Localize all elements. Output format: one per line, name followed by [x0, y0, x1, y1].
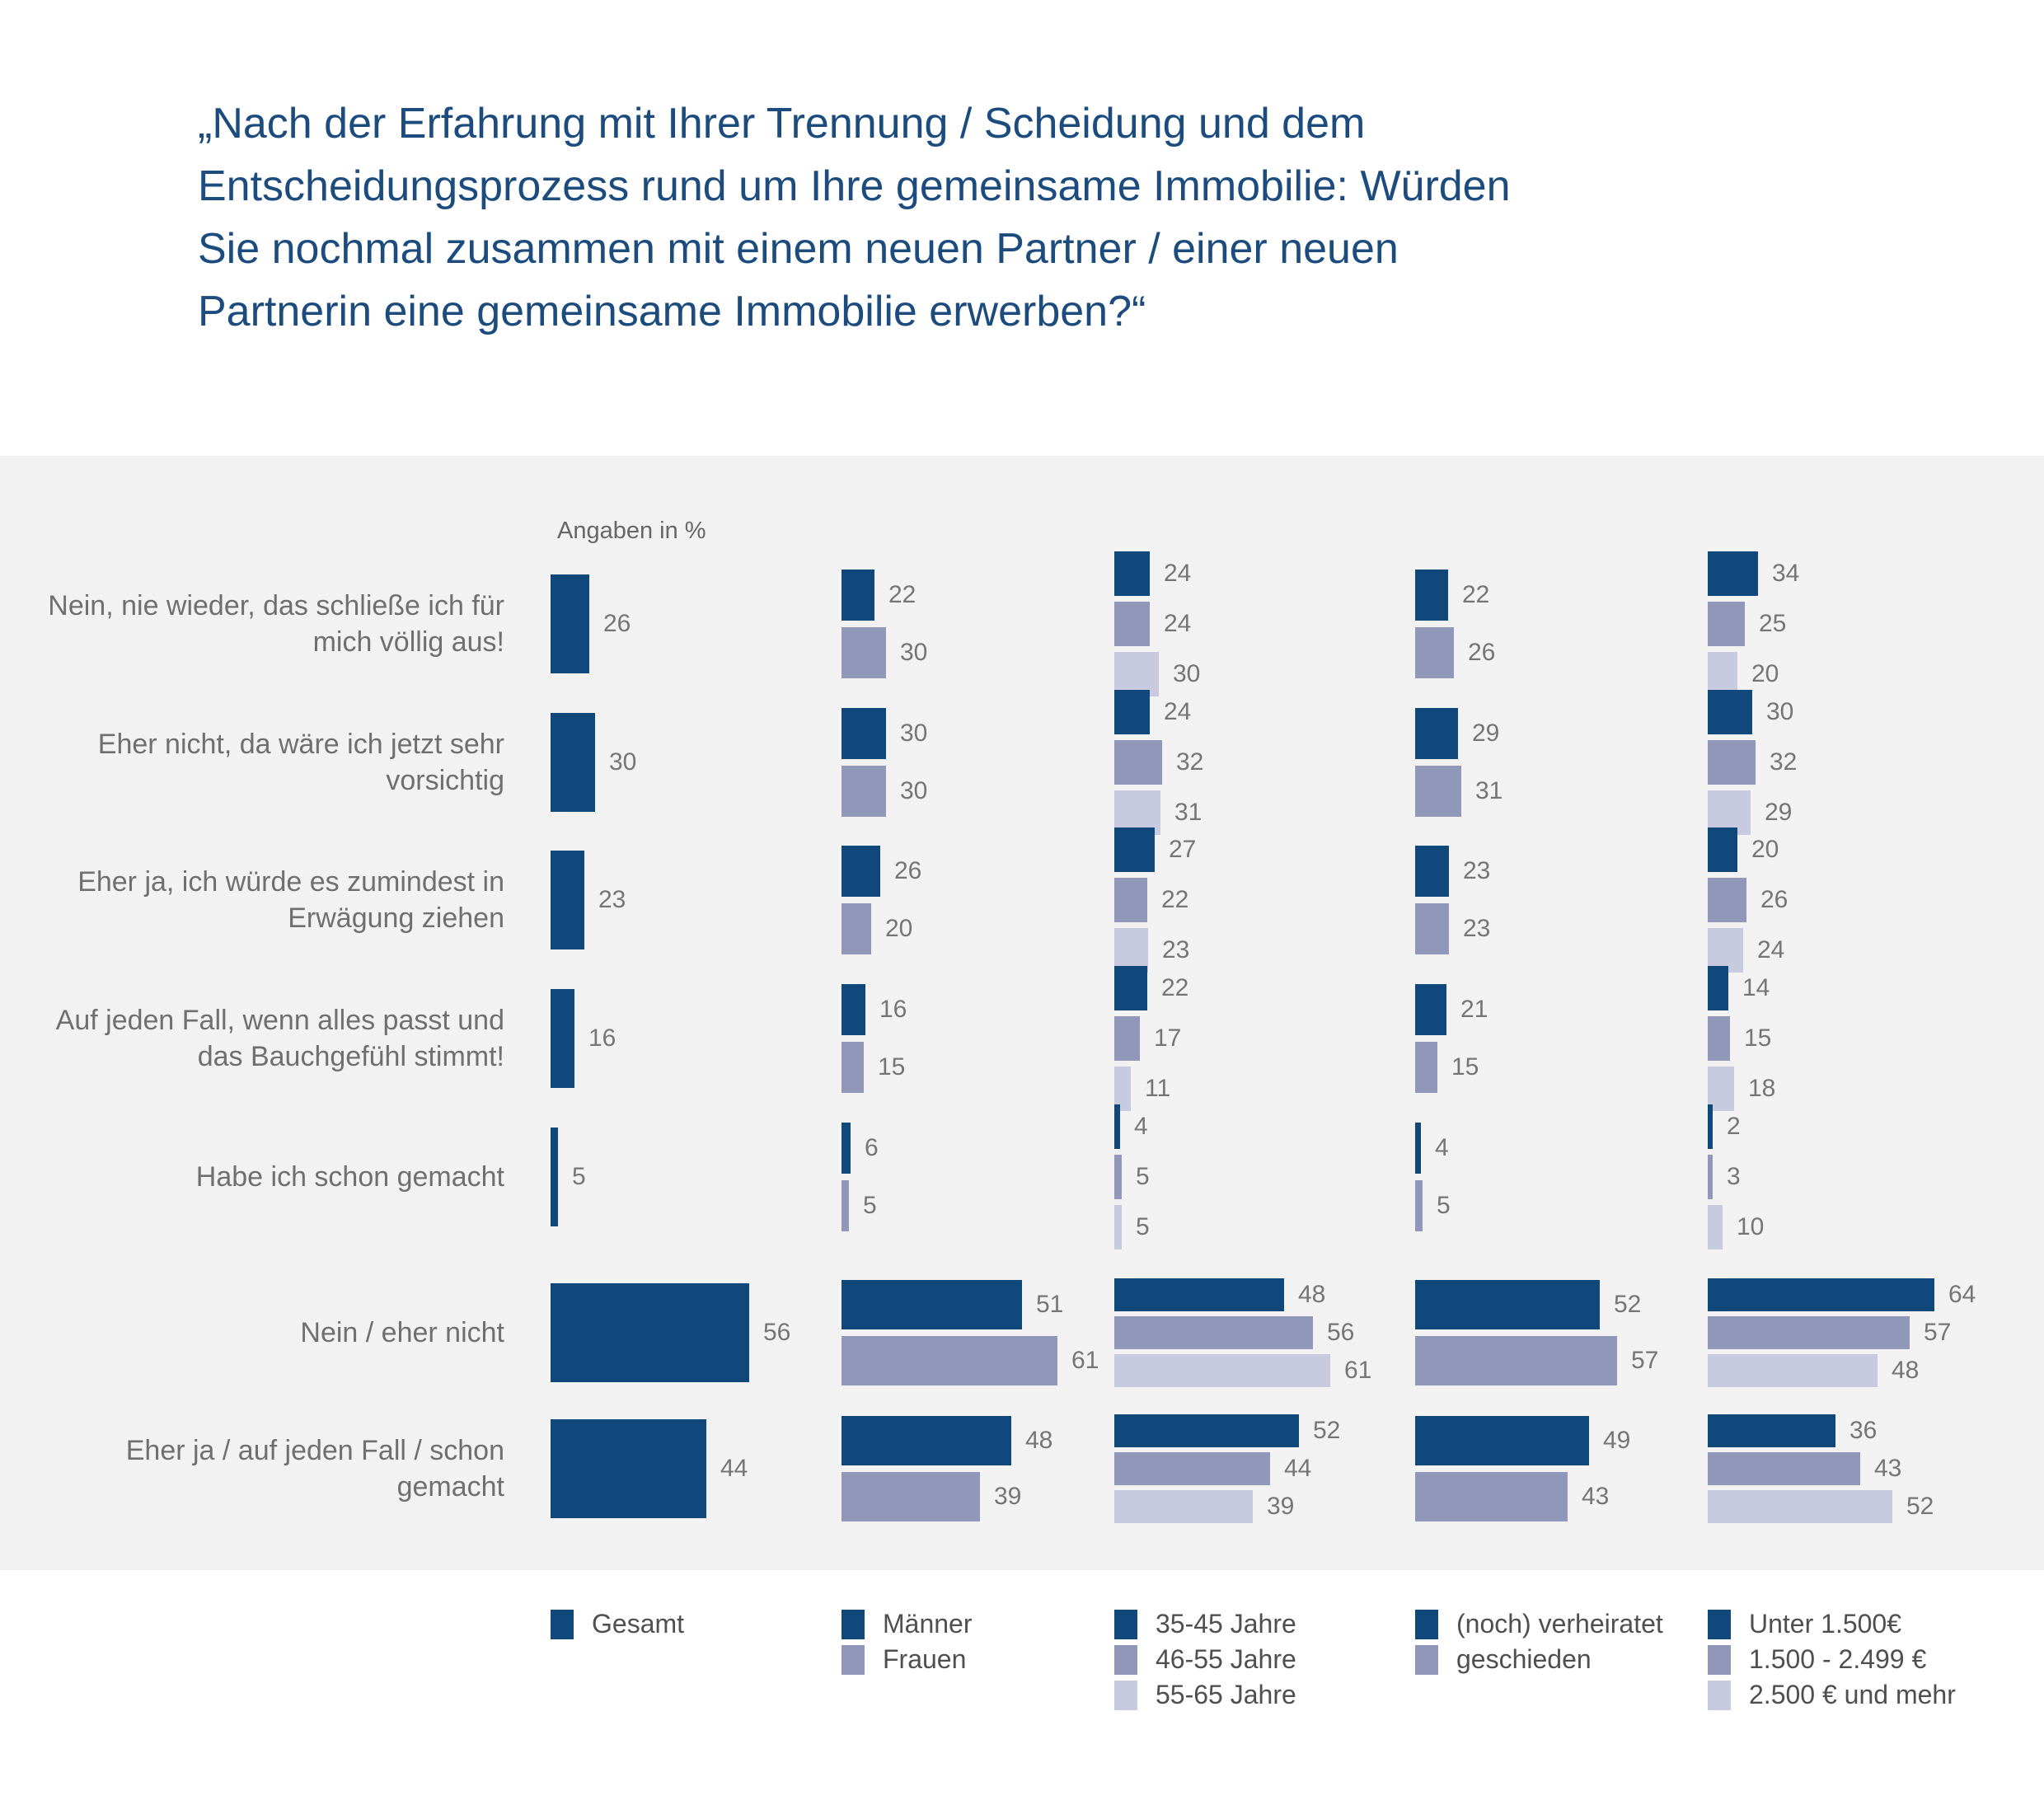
- legend-item-einkommen-2: [1708, 1644, 1926, 1675]
- legend-item-geschlecht-1: [842, 1609, 973, 1639]
- chart-title: „Nach der Erfahrung mit Ihrer Trennung / Scheidung und dem Entscheidungsprozess rund um Ihre gemeinsame Immobilie: Würden Sie nochmal zusammen mit einem neuen Partner / einer neuen Partnerin eine gemeinsame Immobilie erwerben?“: [198, 100, 1511, 335]
- value-label: 39: [1267, 1493, 1295, 1520]
- value-label: 64: [1948, 1281, 1976, 1308]
- value-label: 21: [1460, 996, 1488, 1023]
- category-label: Nein, nie wieder, das schließe ich für mich völlig aus!: [48, 590, 504, 658]
- value-label: 26: [603, 610, 631, 637]
- bar-answer-row1-group5-series2: [1708, 602, 1745, 646]
- value-label: 43: [1582, 1483, 1610, 1510]
- value-label: 29: [1472, 720, 1500, 747]
- value-label: 5: [1136, 1163, 1150, 1190]
- bar-answer-row4-group4-series2: [1415, 1042, 1437, 1093]
- bar-summary-row1-group1-series1: [551, 1283, 749, 1382]
- category-label: Nein / eher nicht: [300, 1317, 504, 1348]
- value-label: 6: [865, 1134, 879, 1161]
- bar-answer-row4-group3-series1: [1114, 966, 1147, 1010]
- legend-label: geschieden: [1456, 1644, 1592, 1674]
- value-label: 22: [888, 581, 917, 608]
- legend-color-swatch: [551, 1610, 574, 1639]
- value-label: 24: [1164, 698, 1192, 725]
- bar-summary-row1-group4-series1: [1415, 1280, 1600, 1329]
- bar-answer-row3-group4-series2: [1415, 903, 1449, 954]
- bar-answer-row5-group2-series2: [842, 1180, 849, 1231]
- bar-answer-row5-group3-series3: [1114, 1205, 1122, 1249]
- category-label: Habe ich schon gemacht: [195, 1161, 504, 1193]
- value-label: 30: [900, 639, 928, 666]
- bar-summary-row1-group5-series2: [1708, 1316, 1910, 1349]
- value-label: 49: [1603, 1427, 1631, 1454]
- bar-summary-row1-group5-series3: [1708, 1354, 1878, 1387]
- legend-item-familienstand-1: [1415, 1609, 1663, 1639]
- value-label: 23: [598, 886, 626, 913]
- value-label: 31: [1475, 777, 1503, 804]
- value-label: 36: [1849, 1417, 1878, 1444]
- bar-answer-row2-group4-series2: [1415, 766, 1461, 817]
- legend-item-alter-2: [1114, 1644, 1296, 1675]
- value-label: 4: [1134, 1113, 1148, 1140]
- value-label: 26: [1468, 639, 1496, 666]
- bar-answer-row5-group1-series1: [551, 1128, 558, 1226]
- value-label: 57: [1631, 1347, 1659, 1374]
- legend-color-swatch: [842, 1645, 865, 1675]
- value-label: 11: [1145, 1075, 1171, 1102]
- legend-item-alter-3: [1114, 1680, 1296, 1710]
- value-label: 32: [1770, 748, 1798, 776]
- value-label: 61: [1071, 1347, 1099, 1374]
- bar-answer-row4-group1-series1: [551, 989, 574, 1088]
- category-label: Auf jeden Fall, wenn alles passt und das Bauchgefühl stimmt!: [55, 1005, 504, 1072]
- bar-summary-row1-group3-series3: [1114, 1354, 1330, 1387]
- legend-label: Unter 1.500€: [1749, 1609, 1902, 1639]
- bar-summary-row1-group3-series2: [1114, 1316, 1313, 1349]
- bar-answer-row5-group5-series3: [1708, 1205, 1723, 1249]
- value-label: 23: [1463, 857, 1491, 884]
- value-label: 31: [1174, 799, 1202, 826]
- value-label: 29: [1765, 799, 1793, 826]
- value-label: 57: [1924, 1319, 1952, 1346]
- bar-answer-row2-group1-series1: [551, 713, 595, 812]
- bar-answer-row5-group4-series1: [1415, 1123, 1421, 1174]
- value-label: 30: [900, 777, 928, 804]
- value-label: 5: [863, 1192, 877, 1219]
- value-label: 4: [1435, 1134, 1449, 1161]
- value-label: 20: [885, 915, 913, 942]
- bar-answer-row1-group2-series1: [842, 570, 874, 621]
- value-label: 44: [720, 1455, 748, 1482]
- bar-answer-row1-group4-series2: [1415, 627, 1454, 678]
- value-label: 56: [763, 1319, 791, 1346]
- bar-answer-row1-group3-series1: [1114, 551, 1150, 596]
- legend-item-einkommen-1: [1708, 1609, 1901, 1639]
- bar-answer-row5-group2-series1: [842, 1123, 851, 1174]
- bar-summary-row2-group5-series3: [1708, 1490, 1892, 1523]
- bar-answer-row4-group5-series2: [1708, 1016, 1730, 1061]
- value-label: 22: [1462, 581, 1490, 608]
- legend-color-swatch: [1708, 1681, 1731, 1710]
- bar-answer-row2-group2-series2: [842, 766, 886, 817]
- units-note: Angaben in %: [557, 518, 706, 544]
- bar-answer-row3-group4-series1: [1415, 846, 1449, 897]
- legend-item-einkommen-3: [1708, 1680, 1956, 1710]
- value-label: 22: [1161, 886, 1189, 913]
- bar-summary-row2-group4-series1: [1415, 1416, 1589, 1465]
- bar-summary-row1-group3-series1: [1114, 1278, 1284, 1311]
- bar-summary-row1-group4-series2: [1415, 1336, 1617, 1385]
- bar-answer-row4-group4-series1: [1415, 984, 1446, 1035]
- bar-answer-row2-group4-series1: [1415, 708, 1458, 759]
- value-label: 3: [1727, 1163, 1741, 1190]
- bar-answer-row3-group2-series1: [842, 846, 880, 897]
- value-label: 16: [588, 1024, 616, 1052]
- legend-item-geschlecht-2: [842, 1644, 966, 1675]
- bar-summary-row2-group1-series1: [551, 1419, 706, 1518]
- legend-color-swatch: [1708, 1610, 1731, 1639]
- value-label: 52: [1614, 1291, 1642, 1318]
- legend-item-alter-1: [1114, 1609, 1296, 1639]
- legend-color-swatch: [842, 1610, 865, 1639]
- value-label: 43: [1874, 1455, 1902, 1482]
- bar-answer-row2-group3-series1: [1114, 690, 1150, 734]
- value-label: 39: [994, 1483, 1022, 1510]
- value-label: 24: [1164, 610, 1192, 637]
- bar-summary-row2-group2-series2: [842, 1472, 980, 1521]
- value-label: 5: [1136, 1213, 1150, 1240]
- legend-label: 46-55 Jahre: [1156, 1644, 1296, 1674]
- category-label: Eher ja, ich würde es zumindest in Erwägung ziehen: [77, 866, 504, 934]
- bar-summary-row2-group5-series1: [1708, 1414, 1835, 1447]
- value-label: 14: [1742, 974, 1770, 1001]
- value-label: 22: [1161, 974, 1189, 1001]
- value-label: 23: [1162, 936, 1190, 963]
- legend-label: 2.500 € und mehr: [1749, 1680, 1956, 1709]
- bar-answer-row3-group2-series2: [842, 903, 871, 954]
- value-label: 48: [1025, 1427, 1053, 1454]
- legend-color-swatch: [1415, 1610, 1438, 1639]
- value-label: 24: [1164, 560, 1192, 587]
- bar-answer-row1-group3-series2: [1114, 602, 1150, 646]
- bar-summary-row1-group2-series2: [842, 1336, 1057, 1385]
- category-label: Eher nicht, da wäre ich jetzt sehr vorsichtig: [97, 729, 504, 796]
- bar-summary-row2-group2-series1: [842, 1416, 1011, 1465]
- value-label: 44: [1284, 1455, 1312, 1482]
- value-label: 20: [1751, 836, 1779, 863]
- value-label: 26: [894, 857, 922, 884]
- value-label: 32: [1176, 748, 1204, 776]
- value-label: 48: [1892, 1357, 1920, 1384]
- bar-answer-row4-group3-series2: [1114, 1016, 1140, 1061]
- legend-color-swatch: [1708, 1645, 1731, 1675]
- value-label: 18: [1748, 1075, 1776, 1102]
- bar-answer-row3-group3-series2: [1114, 878, 1147, 922]
- value-label: 15: [1451, 1053, 1479, 1081]
- value-label: 52: [1906, 1493, 1934, 1520]
- bar-summary-row2-group5-series2: [1708, 1452, 1860, 1485]
- legend-label: 35-45 Jahre: [1156, 1609, 1296, 1639]
- bar-summary-row2-group3-series1: [1114, 1414, 1299, 1447]
- legend-label: Männer: [883, 1609, 973, 1639]
- value-label: 30: [1766, 698, 1794, 725]
- value-label: 15: [878, 1053, 906, 1081]
- bar-answer-row5-group3-series1: [1114, 1104, 1120, 1149]
- bar-summary-row2-group3-series3: [1114, 1490, 1253, 1523]
- bar-answer-row1-group2-series2: [842, 627, 886, 678]
- bar-answer-row5-group5-series2: [1708, 1155, 1713, 1199]
- value-label: 5: [572, 1163, 586, 1190]
- bar-answer-row5-group3-series2: [1114, 1155, 1122, 1199]
- value-label: 30: [1173, 660, 1201, 687]
- legend-item-gesamt-1: [551, 1609, 684, 1639]
- legend-label: Frauen: [883, 1644, 967, 1674]
- bar-answer-row2-group3-series2: [1114, 740, 1162, 785]
- value-label: 30: [609, 748, 637, 776]
- legend-label: Gesamt: [592, 1609, 685, 1639]
- bar-answer-row2-group2-series1: [842, 708, 886, 759]
- bar-answer-row2-group5-series1: [1708, 690, 1752, 734]
- legend-color-swatch: [1415, 1645, 1438, 1675]
- legend-label: 1.500 - 2.499 €: [1749, 1644, 1927, 1674]
- legend-color-swatch: [1114, 1645, 1137, 1675]
- legend-color-swatch: [1114, 1610, 1137, 1639]
- bar-summary-row2-group3-series2: [1114, 1452, 1270, 1485]
- value-label: 15: [1744, 1024, 1772, 1052]
- value-label: 16: [879, 996, 907, 1023]
- legend-item-familienstand-2: [1415, 1644, 1592, 1675]
- value-label: 17: [1154, 1024, 1182, 1052]
- bar-answer-row3-group5-series2: [1708, 878, 1746, 922]
- bar-summary-row1-group5-series1: [1708, 1278, 1934, 1311]
- bar-answer-row2-group5-series2: [1708, 740, 1756, 785]
- bar-answer-row3-group5-series1: [1708, 827, 1737, 872]
- legend-label: 55-65 Jahre: [1156, 1680, 1296, 1709]
- value-label: 5: [1437, 1192, 1451, 1219]
- bar-answer-row1-group4-series1: [1415, 570, 1448, 621]
- bar-summary-row2-group4-series2: [1415, 1472, 1568, 1521]
- value-label: 27: [1169, 836, 1197, 863]
- value-label: 30: [900, 720, 928, 747]
- bar-answer-row4-group2-series1: [842, 984, 865, 1035]
- legend-color-swatch: [1114, 1681, 1137, 1710]
- value-label: 25: [1759, 610, 1787, 637]
- bar-answer-row4-group5-series1: [1708, 966, 1728, 1010]
- legend-label: (noch) verheiratet: [1456, 1609, 1663, 1639]
- bar-answer-row3-group1-series1: [551, 851, 584, 949]
- value-label: 52: [1313, 1417, 1341, 1444]
- bar-answer-row5-group4-series2: [1415, 1180, 1423, 1231]
- bar-summary-row1-group2-series1: [842, 1280, 1022, 1329]
- bar-answer-row3-group3-series1: [1114, 827, 1155, 872]
- value-label: 24: [1757, 936, 1785, 963]
- value-label: 23: [1463, 915, 1491, 942]
- value-label: 20: [1751, 660, 1779, 687]
- value-label: 10: [1737, 1213, 1765, 1240]
- category-label: Eher ja / auf jeden Fall / schon gemacht: [125, 1435, 504, 1503]
- value-label: 61: [1344, 1357, 1372, 1384]
- value-label: 2: [1727, 1113, 1741, 1140]
- bar-answer-row4-group2-series2: [842, 1042, 864, 1093]
- value-label: 34: [1772, 560, 1800, 587]
- value-label: 26: [1760, 886, 1788, 913]
- bar-answer-row1-group5-series1: [1708, 551, 1758, 596]
- value-label: 56: [1327, 1319, 1355, 1346]
- bar-answer-row5-group5-series1: [1708, 1104, 1713, 1149]
- value-label: 51: [1036, 1291, 1064, 1318]
- value-label: 48: [1298, 1281, 1326, 1308]
- bar-answer-row1-group1-series1: [551, 574, 589, 673]
